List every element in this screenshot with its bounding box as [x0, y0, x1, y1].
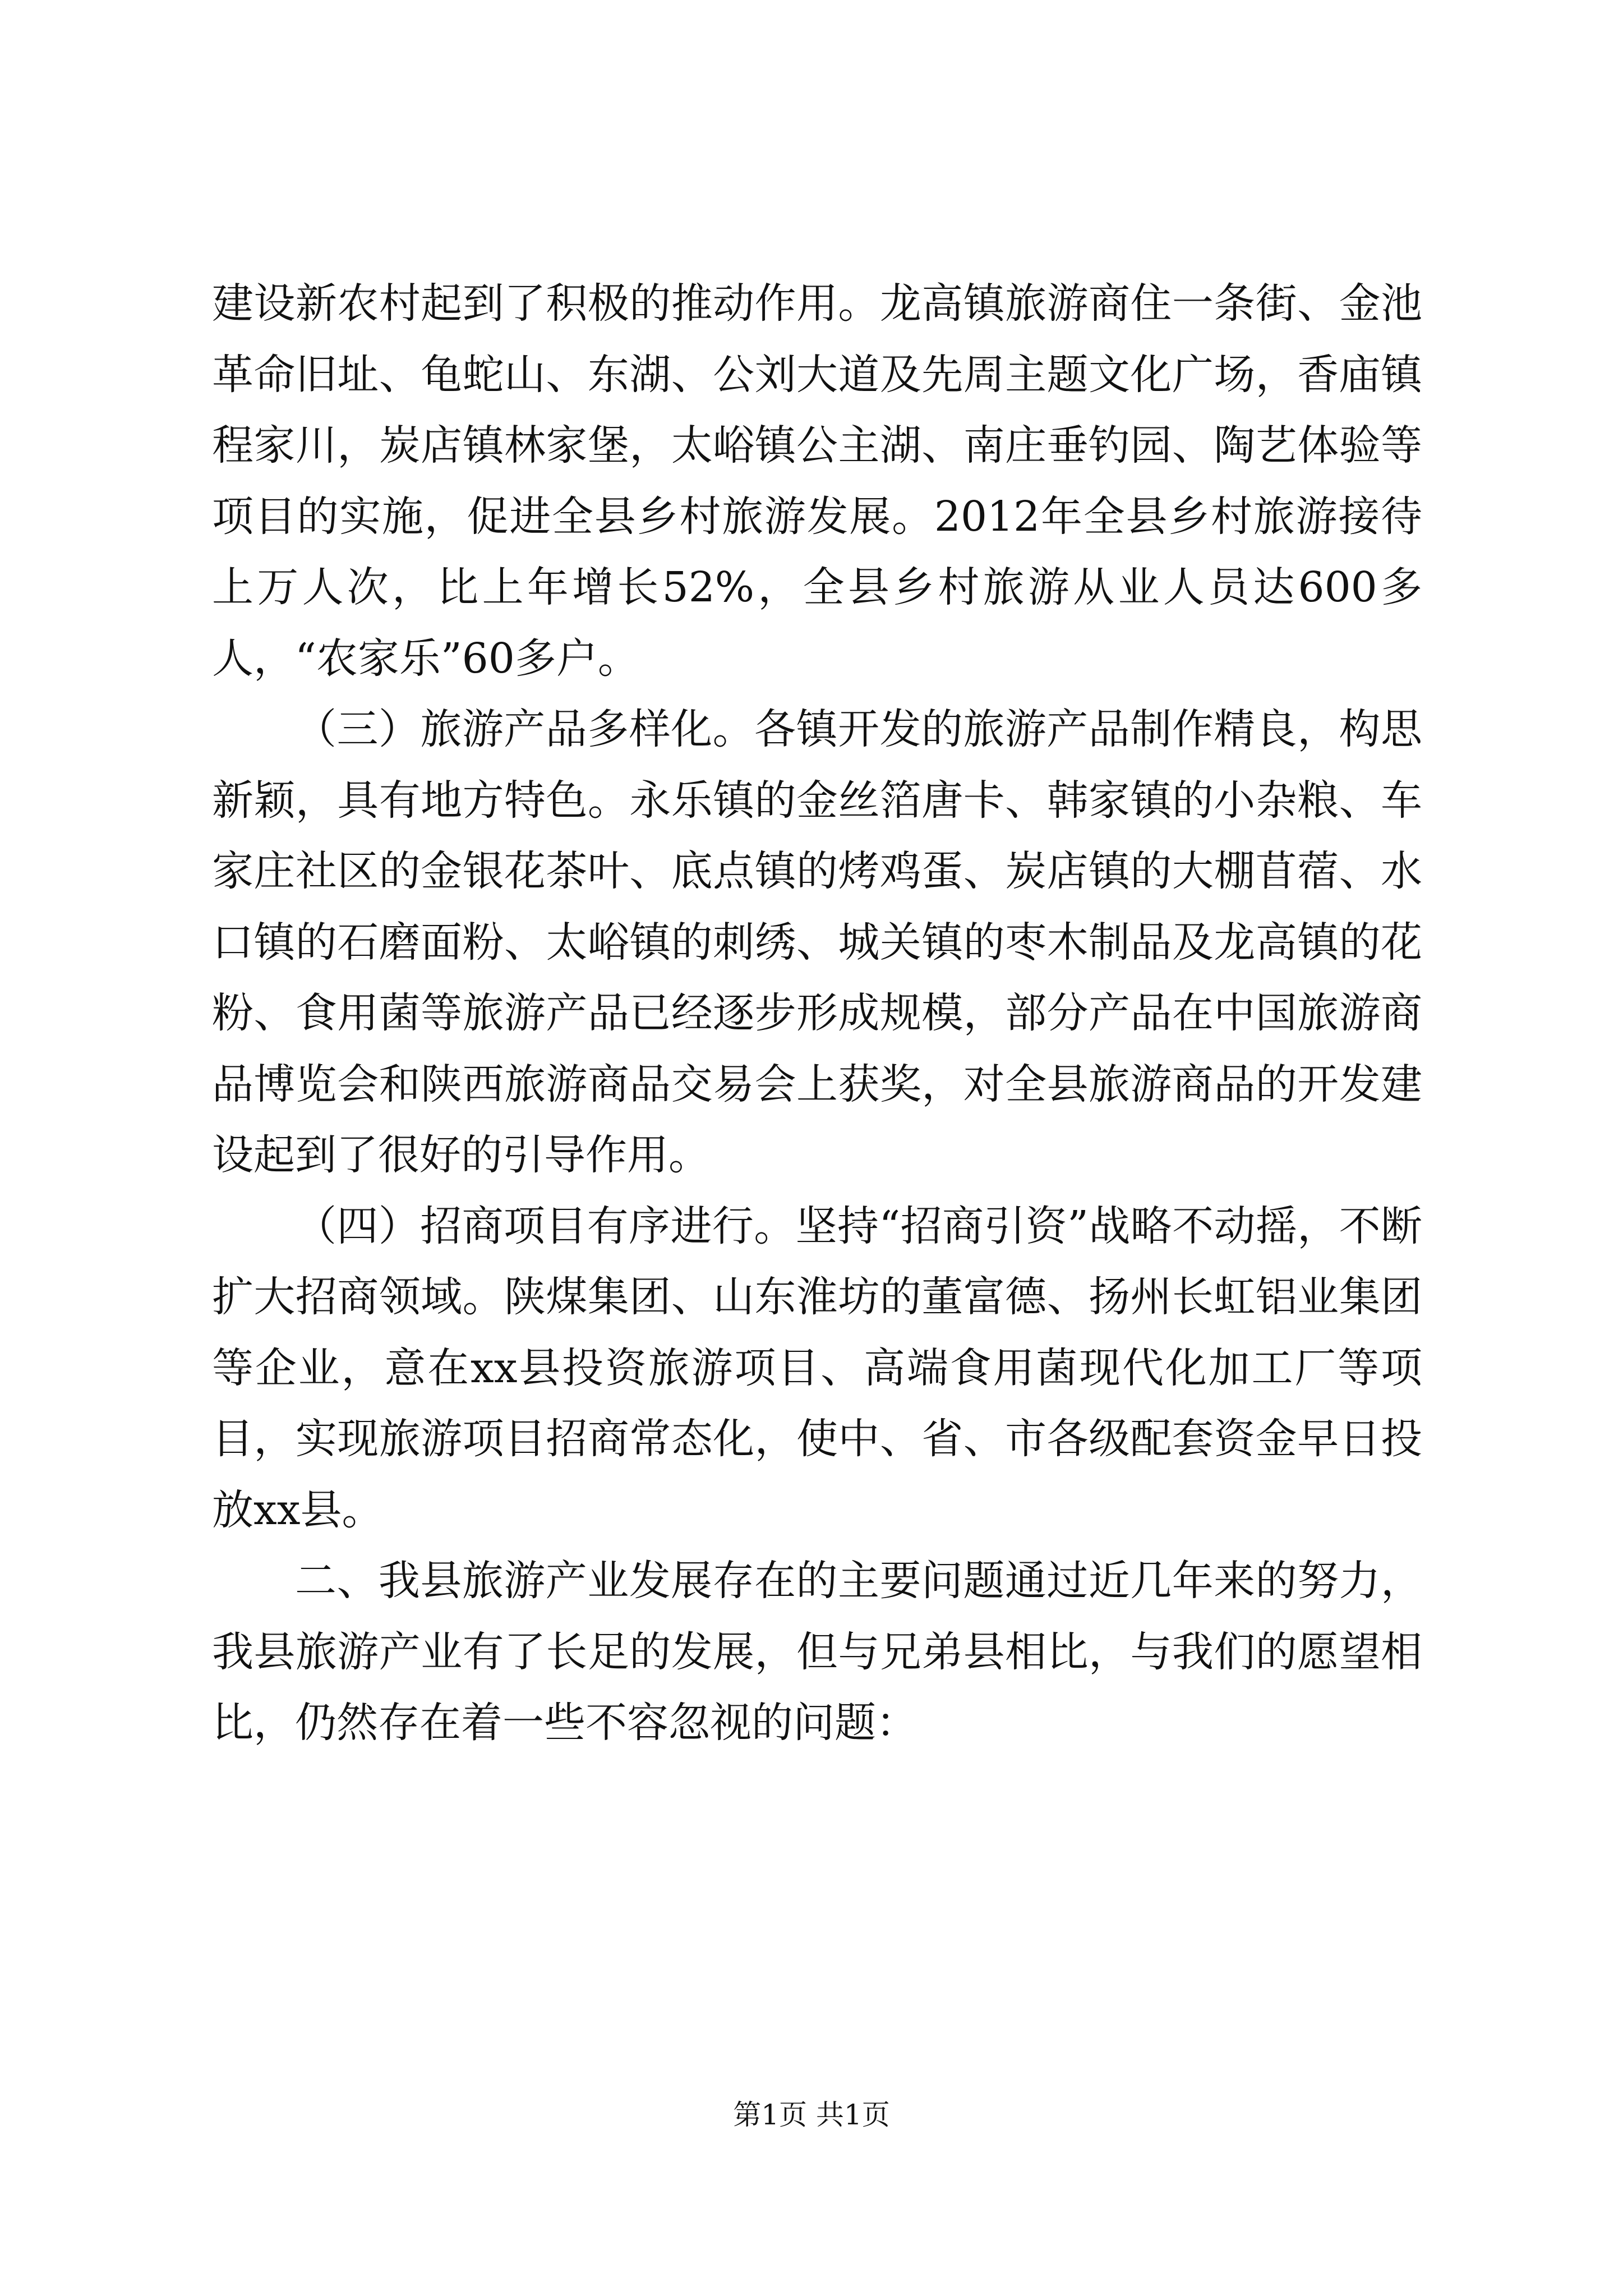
- paragraph-investment-projects: （四）招商项目有序进行。坚持“招商引资”战略不动摇，不断扩大招商领域。陕煤集团、山东淮坊的董富德、扬州长虹铝业集团等企业，意在xx县投资旅游项目、高端食用菌现代化加工厂等项目，实现旅游项目招商常态化，使中、省、市各级配套资金早日投放xx县。: [212, 1202, 1422, 1534]
- page-number-footer: 第1页 共1页: [733, 2099, 890, 2131]
- paragraph-main-problems: 二、我县旅游产业发展存在的主要问题通过近几年来的努力，我县旅游产业有了长足的发展，但与兄弟县相比，与我们的愿望相比，仍然存在着一些不容忽视的问题：: [212, 1557, 1422, 1747]
- document-body: [212, 268, 1422, 1759]
- paragraph-continuation: 建设新农村起到了积极的推动作用。龙高镇旅游商住一条街、金池革命旧址、龟蛇山、东湖、公刘大道及先周主题文化广场，香庙镇程家川，炭店镇林家堡，太峪镇公主湖、南庄垂钓园、陶艺体验等项目的实施，促进全县乡村旅游发展。2012年全县乡村旅游接待上万人次，比上年增长52%，全县乡村旅游从业人员达600多人，“农家乐”60多户。: [212, 279, 1422, 683]
- paragraph-tourism-products: （三）旅游产品多样化。各镇开发的旅游产品制作精良，构思新颖，具有地方特色。永乐镇的金丝箔唐卡、韩家镇的小杂粮、车家庄社区的金银花茶叶、底点镇的烤鸡蛋、炭店镇的大棚苜蓿、水口镇的石磨面粉、太峪镇的刺绣、城关镇的枣木制品及龙高镇的花粉、食用菌等旅游产品已经逐步形成规模，部分产品在中国旅游商品博览会和陕西旅游商品交易会上获奖，对全县旅游商品的开发建设起到了很好的引导作用。: [212, 705, 1422, 1179]
